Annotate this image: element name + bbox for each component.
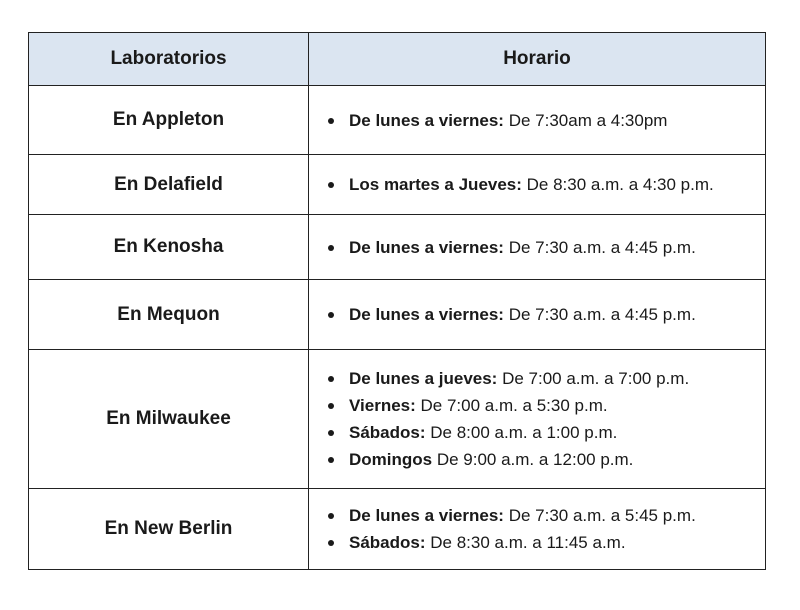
bullet-icon: [328, 312, 334, 318]
bullet-icon: [328, 430, 334, 436]
list-item: [328, 171, 765, 198]
list-item: [328, 301, 765, 328]
schedule-hours: De 7:00 a.m. a 7:00 p.m.: [497, 369, 690, 388]
lab-name: En Milwaukee: [29, 350, 309, 489]
schedule-cell: [309, 489, 766, 570]
schedule-list: [309, 234, 765, 261]
lab-name: En Kenosha: [29, 215, 309, 280]
schedule-cell: [309, 86, 766, 155]
list-item: [328, 392, 765, 419]
schedule-hours: De 8:00 a.m. a 1:00 p.m.: [425, 423, 618, 442]
schedule-cell: [309, 155, 766, 215]
bullet-icon: [328, 182, 334, 188]
bullet-icon: [328, 118, 334, 124]
list-item: [328, 365, 765, 392]
list-item: [328, 446, 765, 473]
schedule-hours: De 7:30 a.m. a 5:45 p.m.: [503, 506, 696, 525]
table-row: [29, 215, 766, 280]
table-row: [29, 86, 766, 155]
header-horario: Horario: [309, 33, 766, 86]
schedule-day: Sábados:: [349, 533, 426, 552]
schedule-day: De lunes a viernes:: [349, 110, 504, 130]
schedule-cell: [309, 350, 766, 489]
bullet-icon: [328, 457, 334, 463]
schedule-hours: De 8:30 a.m. a 4:30 p.m.: [521, 175, 714, 194]
list-item: [328, 234, 765, 261]
list-item: [328, 419, 765, 446]
schedule-day: De lunes a viernes:: [349, 237, 504, 257]
schedule-cell: [309, 280, 766, 350]
schedule-list: [309, 365, 765, 473]
schedule-hours: De 7:30am a 4:30pm: [503, 110, 668, 130]
schedule-hours: De 9:00 a.m. a 12:00 p.m.: [432, 450, 634, 469]
schedule-day: De lunes a viernes:: [349, 506, 504, 525]
schedule-day: Domingos: [349, 450, 433, 469]
list-item: [328, 502, 765, 529]
bullet-icon: [328, 513, 334, 519]
schedule-hours: De 7:30 a.m. a 4:45 p.m.: [503, 237, 696, 257]
schedule-day: De lunes a jueves:: [349, 369, 498, 388]
schedule-list: [309, 502, 765, 556]
schedule-hours: De 7:00 a.m. a 5:30 p.m.: [415, 396, 608, 415]
lab-name: En New Berlin: [29, 489, 309, 570]
bullet-icon: [328, 403, 334, 409]
bullet-icon: [328, 540, 334, 546]
table-row: [29, 350, 766, 489]
header-row: [29, 33, 766, 86]
lab-name: En Appleton: [29, 86, 309, 155]
schedule-cell: [309, 215, 766, 280]
lab-name: En Mequon: [29, 280, 309, 350]
table-row: [29, 280, 766, 350]
table-row: [29, 155, 766, 215]
schedule-hours: De 7:30 a.m. a 4:45 p.m.: [503, 305, 696, 324]
schedule-list: [309, 301, 765, 328]
list-item: [328, 107, 765, 134]
schedule-list: [309, 171, 765, 198]
schedule-day: Sábados:: [349, 423, 426, 442]
bullet-icon: [328, 245, 334, 251]
schedule-hours: De 8:30 a.m. a 11:45 a.m.: [425, 533, 626, 552]
list-item: [328, 529, 765, 556]
schedule-day: Viernes:: [349, 396, 416, 415]
lab-schedule-table: [28, 32, 766, 570]
header-laboratorios: Laboratorios: [29, 33, 309, 86]
schedule-day: Los martes a Jueves:: [349, 175, 522, 194]
bullet-icon: [328, 376, 334, 382]
schedule-day: De lunes a viernes:: [349, 305, 504, 324]
schedule-list: [309, 107, 765, 134]
table-row: [29, 489, 766, 570]
lab-name: En Delafield: [29, 155, 309, 215]
